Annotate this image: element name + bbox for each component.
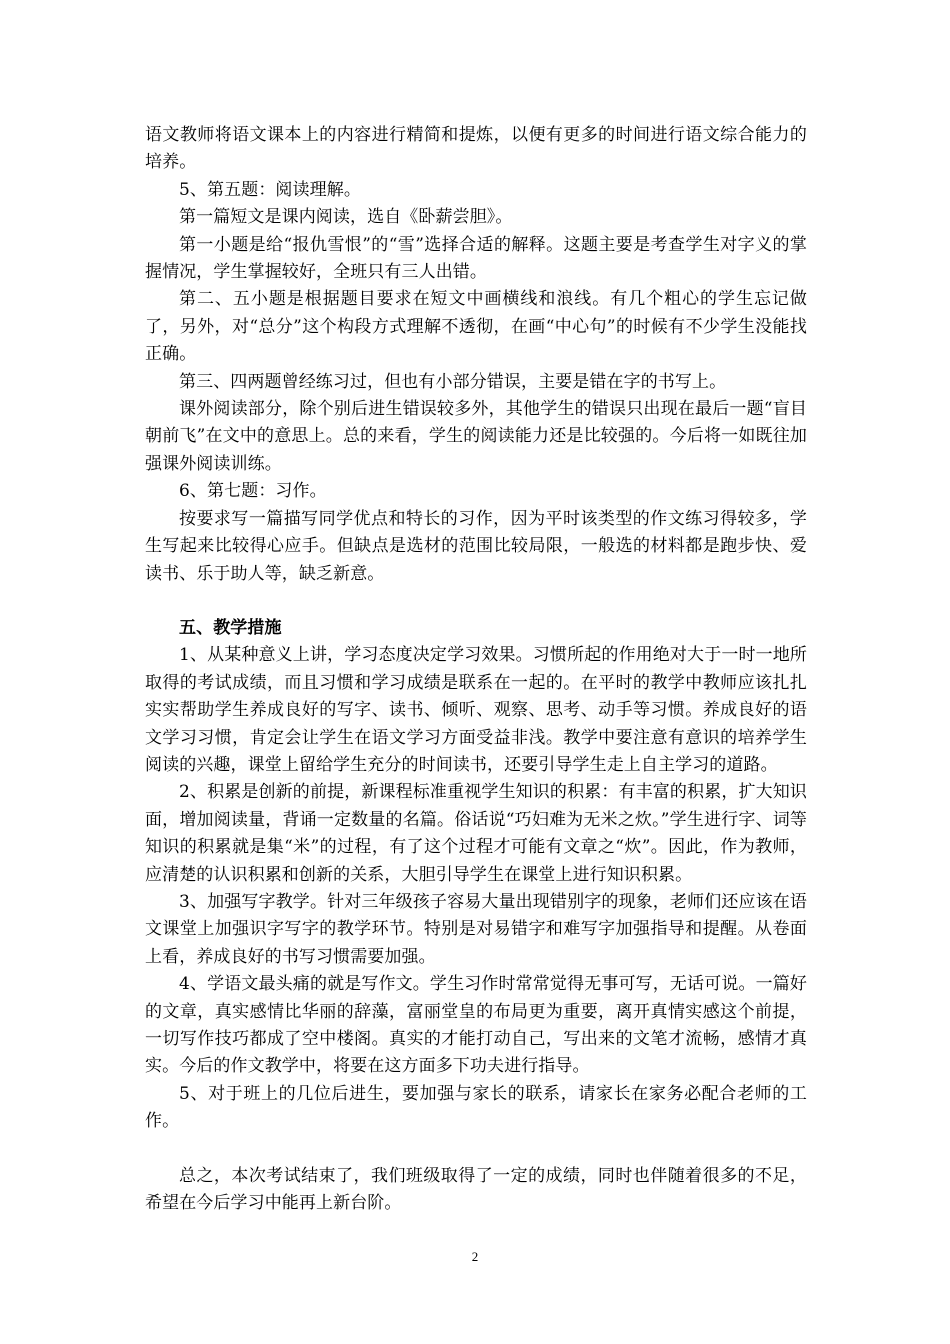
paragraph-subquestion-3-4: 第三、四两题曾经练习过，但也有小部分错误，主要是错在字的书写上。 bbox=[179, 371, 727, 392]
paragraph-subquestion-2-5: 第二、五小题是根据题目要求在短文中画横线和浪线。有几个粗心的学生忘记做了，另外，对“总分”这个构段方式理解不透彻，在画“中心句”的时候有不少学生没能找正确。 bbox=[145, 289, 807, 365]
paragraph-continuation: 语文教师将语文课本上的内容进行精简和提炼，以便有更多的时间进行语文综合能力的培养。 bbox=[145, 125, 807, 173]
document-body bbox=[145, 122, 807, 1217]
page-number: 2 bbox=[471, 1249, 479, 1264]
paragraph-spacer bbox=[145, 1136, 807, 1163]
paragraph-composition: 按要求写一篇描写同学优点和特长的习作，因为平时该类型的作文练习得较多，学生写起来比较得心应手。但缺点是选材的范围比较局限，一般选的材料都是跑步快、爱读书、乐于助人等，缺乏新意。 bbox=[145, 508, 807, 584]
paragraph-reading-source: 第一篇短文是课内阅读，选自《卧薪尝胆》。 bbox=[179, 207, 513, 228]
paragraph-question-5-title: 5、第五题：阅读理解。 bbox=[179, 179, 361, 200]
measure-item-5: 5、对于班上的几位后进生，要加强与家长的联系，请家长在家务必配合老师的工作。 bbox=[145, 1083, 807, 1132]
conclusion-paragraph: 总之，本次考试结束了，我们班级取得了一定的成绩，同时也伴随着很多的不足，希望在今后学习中能再上新台阶。 bbox=[145, 1165, 807, 1214]
section-heading: 五、教学措施 bbox=[179, 617, 282, 638]
paragraph-spacer bbox=[145, 588, 807, 615]
measure-item-4: 4、学语文最头痛的就是写作文。学生习作时常常觉得无事可写，无话可说。一篇好的文章，真实感情比华丽的辞藻，富丽堂皇的布局更为重要，离开真情实感这个前提，一切写作技巧都成了空中楼阁。真实的才能打动自己，写出来的文笔才流畅，感情才真实。今后的作文教学中，将要在这方面多下功夫进行指导。 bbox=[145, 974, 807, 1077]
measure-item-3: 3、加强写字教学。针对三年级孩子容易大量出现错别字的现象，老师们还应该在语文课堂上加强识字写字的教学环节。特别是对易错字和难写字加强指导和提醒。从卷面上看，养成良好的书写习惯需要加强。 bbox=[145, 891, 807, 967]
measure-item-1: 1、从某种意义上讲，学习态度决定学习效果。习惯所起的作用绝对大于一时一地所取得的考试成绩，而且习惯和学习成绩是联系在一起的。在平时的教学中教师应该扎扎实实帮助学生养成良好的写字、读书、倾听、观察、思考、动手等习惯。养成良好的语文学习习惯，肯定会让学生在语文学习方面受益非浅。教学中要注意有意识的培养学生阅读的兴趣，课堂上留给学生充分的时间读书，还要引导学生走上自主学习的道路。 bbox=[145, 645, 807, 775]
paragraph-extracurricular-reading: 课外阅读部分，除个别后进生错误较多外，其他学生的错误只出现在最后一题“盲目朝前飞”在文中的意思上。总的来看，学生的阅读能力还是比较强的。今后将一如既往加强课外阅读训练。 bbox=[145, 399, 807, 474]
paragraph-subquestion-1: 第一小题是给“报仇雪恨”的“雪”选择合适的解释。这题主要是考查学生对字义的掌握情况，学生掌握较好，全班只有三人出错。 bbox=[145, 234, 807, 283]
measure-item-2: 2、积累是创新的前提，新课程标准重视学生知识的积累：有丰富的积累，扩大知识面，增加阅读量，背诵一定数量的名篇。俗话说“巧妇难为无米之炊。”学生进行字、词等知识的积累就是集“米”的过程，有了这个过程才可能有文章之“炊”。因此，作为教师，应清楚的认识积累和创新的关系，大胆引导学生在课堂上进行知识积累。 bbox=[145, 782, 807, 885]
paragraph-question-7-title: 6、第七题：习作。 bbox=[179, 481, 327, 502]
